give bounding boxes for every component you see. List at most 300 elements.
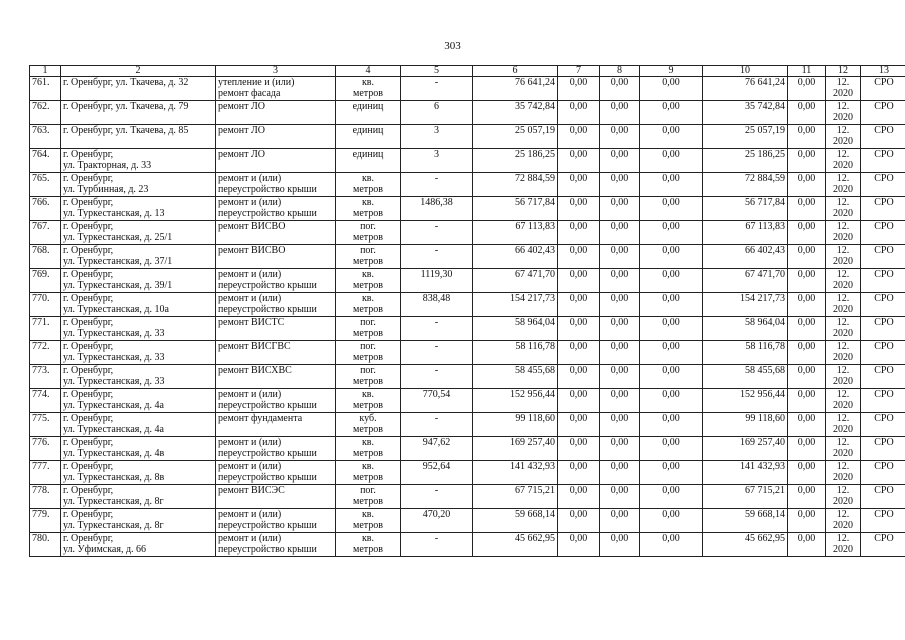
unit-line: метров (353, 376, 383, 387)
column-header: 3 (216, 66, 336, 77)
row-number-cell: 776. (30, 437, 61, 461)
address-line: г. Оренбург, (63, 197, 114, 208)
cost-cell: 59 668,14 (473, 509, 558, 533)
col8-cell: 0,00 (600, 389, 640, 413)
address-line: г. Оренбург, (63, 269, 114, 280)
address-line: ул. Туркестанская, д. 39/1 (63, 280, 173, 291)
col7-cell: 0,00 (558, 101, 600, 125)
unit-line: кв. (361, 509, 375, 520)
col7-cell: 0,00 (558, 413, 600, 437)
col11-cell: 0,00 (788, 437, 826, 461)
unit-line: метров (353, 88, 383, 99)
unit-line: кв. (361, 269, 375, 280)
column-header: 13 (861, 66, 905, 77)
col7-cell: 0,00 (558, 317, 600, 341)
total-cost-cell: 72 884,59 (703, 173, 788, 197)
work-type-cell (216, 149, 336, 173)
deadline-line: 2020 (833, 376, 853, 387)
method-cell: СРО (861, 173, 905, 197)
row-number-cell: 774. (30, 389, 61, 413)
deadline-line: 12. (836, 317, 850, 328)
col8-cell: 0,00 (600, 101, 640, 125)
deadline-line: 12. (836, 365, 850, 376)
deadline-line: 2020 (833, 136, 853, 147)
address-cell (61, 317, 216, 341)
total-cost-cell: 59 668,14 (703, 509, 788, 533)
method-cell: СРО (861, 437, 905, 461)
unit-line: метров (353, 448, 383, 459)
address-cell (61, 221, 216, 245)
unit-cell (336, 437, 401, 461)
deadline-line: 2020 (833, 280, 853, 291)
col9-cell: 0,00 (640, 461, 703, 485)
row-number-cell: 769. (30, 269, 61, 293)
work-type-line: ремонт и (или) (218, 197, 282, 208)
method-cell: СРО (861, 197, 905, 221)
col8-cell: 0,00 (600, 221, 640, 245)
total-cost-cell: 169 257,40 (703, 437, 788, 461)
method-cell: СРО (861, 149, 905, 173)
work-type-cell (216, 485, 336, 509)
work-type-line: ремонт и (или) (218, 509, 282, 520)
address-line: г. Оренбург, (63, 341, 114, 352)
work-type-line: переустройство крыши (218, 280, 317, 291)
col8-cell: 0,00 (600, 341, 640, 365)
address-line: г. Оренбург, (63, 221, 114, 232)
page-number: 303 (444, 40, 461, 52)
deadline-cell (826, 341, 861, 365)
quantity-cell: - (401, 533, 473, 557)
table-row (30, 293, 905, 317)
total-cost-cell: 67 471,70 (703, 269, 788, 293)
table-row (30, 173, 905, 197)
quantity-cell: - (401, 221, 473, 245)
address-cell (61, 485, 216, 509)
unit-cell (336, 461, 401, 485)
row-number-cell: 768. (30, 245, 61, 269)
col9-cell: 0,00 (640, 389, 703, 413)
total-cost-cell: 58 455,68 (703, 365, 788, 389)
unit-line: метров (353, 208, 383, 219)
method-cell: СРО (861, 77, 905, 101)
address-cell (61, 173, 216, 197)
col7-cell: 0,00 (558, 389, 600, 413)
deadline-line: 2020 (833, 448, 853, 459)
work-type-line: ремонт и (или) (218, 293, 282, 304)
method-cell: СРО (861, 125, 905, 149)
col11-cell: 0,00 (788, 413, 826, 437)
quantity-cell: 952,64 (401, 461, 473, 485)
col9-cell: 0,00 (640, 197, 703, 221)
address-cell (61, 365, 216, 389)
col11-cell: 0,00 (788, 389, 826, 413)
unit-line: единиц (352, 125, 384, 136)
column-header: 6 (473, 66, 558, 77)
work-type-cell (216, 77, 336, 101)
unit-line: кв. (361, 77, 375, 88)
deadline-line: 2020 (833, 328, 853, 339)
address-cell (61, 341, 216, 365)
address-cell (61, 437, 216, 461)
deadline-cell (826, 221, 861, 245)
deadline-line: 2020 (833, 544, 853, 555)
deadline-line: 2020 (833, 472, 853, 483)
cost-cell: 154 217,73 (473, 293, 558, 317)
deadline-cell (826, 293, 861, 317)
address-line: г. Оренбург, (63, 293, 114, 304)
address-line: ул. Туркестанская, д. 33 (63, 328, 165, 339)
col8-cell: 0,00 (600, 197, 640, 221)
col8-cell: 0,00 (600, 269, 640, 293)
col9-cell: 0,00 (640, 533, 703, 557)
row-number-cell: 778. (30, 485, 61, 509)
col9-cell: 0,00 (640, 173, 703, 197)
col7-cell: 0,00 (558, 173, 600, 197)
address-line: ул. Уфимская, д. 66 (63, 544, 147, 555)
header-row (30, 66, 905, 77)
work-type-line: ремонт ВИСХВС (218, 365, 292, 376)
row-number-cell: 775. (30, 413, 61, 437)
col9-cell: 0,00 (640, 221, 703, 245)
work-type-line: ремонт ВИСЭС (218, 485, 285, 496)
work-type-cell (216, 413, 336, 437)
deadline-cell (826, 269, 861, 293)
total-cost-cell: 67 715,21 (703, 485, 788, 509)
row-number-cell: 763. (30, 125, 61, 149)
deadline-line: 12. (836, 413, 850, 424)
col9-cell: 0,00 (640, 437, 703, 461)
column-header: 7 (558, 66, 600, 77)
unit-cell (336, 197, 401, 221)
table-row (30, 533, 905, 557)
cost-cell: 152 956,44 (473, 389, 558, 413)
col8-cell: 0,00 (600, 509, 640, 533)
unit-line: кв. (361, 197, 375, 208)
unit-cell (336, 317, 401, 341)
address-line: ул. Туркестанская, д. 33 (63, 376, 165, 387)
quantity-cell: 3 (401, 125, 473, 149)
deadline-line: 12. (836, 437, 850, 448)
unit-line: единиц (352, 149, 384, 160)
work-type-line: ремонт и (или) (218, 461, 282, 472)
col7-cell: 0,00 (558, 269, 600, 293)
unit-cell (336, 101, 401, 125)
cost-cell: 58 964,04 (473, 317, 558, 341)
col9-cell: 0,00 (640, 293, 703, 317)
unit-line: кв. (361, 533, 375, 544)
col11-cell: 0,00 (788, 293, 826, 317)
quantity-cell: 947,62 (401, 437, 473, 461)
method-cell: СРО (861, 461, 905, 485)
deadline-line: 12. (836, 149, 850, 160)
address-line: г. Оренбург, ул. Ткачева, д. 79 (63, 101, 189, 112)
row-number-cell: 772. (30, 341, 61, 365)
col7-cell: 0,00 (558, 125, 600, 149)
col7-cell: 0,00 (558, 149, 600, 173)
address-cell (61, 149, 216, 173)
unit-line: кв. (361, 389, 375, 400)
unit-line: пог. (360, 317, 376, 328)
quantity-cell: - (401, 245, 473, 269)
work-type-cell (216, 125, 336, 149)
address-line: г. Оренбург, (63, 389, 114, 400)
cost-cell: 56 717,84 (473, 197, 558, 221)
address-line: г. Оренбург, (63, 485, 114, 496)
unit-line: единиц (352, 101, 384, 112)
deadline-line: 12. (836, 485, 850, 496)
address-line: г. Оренбург, (63, 245, 114, 256)
quantity-cell: - (401, 173, 473, 197)
row-number-cell: 779. (30, 509, 61, 533)
work-type-line: ремонт ЛО (218, 149, 265, 160)
row-number-cell: 773. (30, 365, 61, 389)
address-cell (61, 533, 216, 557)
unit-cell (336, 413, 401, 437)
col8-cell: 0,00 (600, 413, 640, 437)
method-cell: СРО (861, 389, 905, 413)
deadline-line: 2020 (833, 160, 853, 171)
work-type-cell (216, 389, 336, 413)
col9-cell: 0,00 (640, 485, 703, 509)
unit-line: пог. (360, 341, 376, 352)
deadline-line: 2020 (833, 352, 853, 363)
unit-line: пог. (360, 245, 376, 256)
address-line: г. Оренбург, (63, 509, 114, 520)
unit-line: метров (353, 520, 383, 531)
unit-line: метров (353, 424, 383, 435)
table-row (30, 389, 905, 413)
total-cost-cell: 66 402,43 (703, 245, 788, 269)
col8-cell: 0,00 (600, 485, 640, 509)
deadline-line: 2020 (833, 256, 853, 267)
col9-cell: 0,00 (640, 413, 703, 437)
work-type-cell (216, 365, 336, 389)
col8-cell: 0,00 (600, 125, 640, 149)
row-number-cell: 761. (30, 77, 61, 101)
unit-line: метров (353, 544, 383, 555)
deadline-line: 12. (836, 533, 850, 544)
total-cost-cell: 35 742,84 (703, 101, 788, 125)
unit-cell (336, 221, 401, 245)
table-row (30, 509, 905, 533)
deadline-line: 2020 (833, 208, 853, 219)
deadline-line: 2020 (833, 112, 853, 123)
deadline-cell (826, 437, 861, 461)
method-cell: СРО (861, 509, 905, 533)
address-cell (61, 509, 216, 533)
unit-line: метров (353, 304, 383, 315)
work-type-line: ремонт и (или) (218, 173, 282, 184)
col7-cell: 0,00 (558, 197, 600, 221)
work-type-cell (216, 533, 336, 557)
column-header: 10 (703, 66, 788, 77)
col11-cell: 0,00 (788, 269, 826, 293)
column-header: 11 (788, 66, 826, 77)
cost-cell: 169 257,40 (473, 437, 558, 461)
work-type-cell (216, 173, 336, 197)
work-type-line: ремонт фасада (218, 88, 281, 99)
col8-cell: 0,00 (600, 461, 640, 485)
col11-cell: 0,00 (788, 197, 826, 221)
table-row (30, 317, 905, 341)
work-type-cell (216, 341, 336, 365)
work-type-cell (216, 461, 336, 485)
deadline-line: 12. (836, 341, 850, 352)
address-line: г. Оренбург, (63, 317, 114, 328)
row-number-cell: 770. (30, 293, 61, 317)
col7-cell: 0,00 (558, 485, 600, 509)
deadline-line: 12. (836, 221, 850, 232)
deadline-cell (826, 533, 861, 557)
address-cell (61, 461, 216, 485)
method-cell: СРО (861, 533, 905, 557)
address-line: г. Оренбург, (63, 461, 114, 472)
col9-cell: 0,00 (640, 245, 703, 269)
deadline-line: 12. (836, 101, 850, 112)
address-line: г. Оренбург, (63, 365, 114, 376)
row-number-cell: 777. (30, 461, 61, 485)
quantity-cell: 838,48 (401, 293, 473, 317)
quantity-cell: - (401, 485, 473, 509)
unit-line: метров (353, 496, 383, 507)
method-cell: СРО (861, 485, 905, 509)
deadline-cell (826, 173, 861, 197)
work-type-line: ремонт и (или) (218, 389, 282, 400)
col8-cell: 0,00 (600, 245, 640, 269)
quantity-cell: - (401, 413, 473, 437)
address-cell (61, 293, 216, 317)
total-cost-cell: 152 956,44 (703, 389, 788, 413)
work-type-line: ремонт ВИСТС (218, 317, 285, 328)
method-cell: СРО (861, 365, 905, 389)
cost-cell: 58 455,68 (473, 365, 558, 389)
quantity-cell: 1119,30 (401, 269, 473, 293)
col7-cell: 0,00 (558, 245, 600, 269)
deadline-cell (826, 101, 861, 125)
row-number-cell: 771. (30, 317, 61, 341)
address-line: г. Оренбург, (63, 533, 114, 544)
quantity-cell: - (401, 341, 473, 365)
unit-cell (336, 341, 401, 365)
address-line: ул. Туркестанская, д. 10а (63, 304, 169, 315)
total-cost-cell: 58 116,78 (703, 341, 788, 365)
cost-cell: 35 742,84 (473, 101, 558, 125)
work-type-line: переустройство крыши (218, 400, 317, 411)
deadline-cell (826, 509, 861, 533)
address-line: ул. Туркестанская, д. 37/1 (63, 256, 173, 267)
col11-cell: 0,00 (788, 365, 826, 389)
deadline-line: 12. (836, 389, 850, 400)
address-line: ул. Туркестанская, д. 13 (63, 208, 165, 219)
quantity-cell: 3 (401, 149, 473, 173)
method-cell: СРО (861, 413, 905, 437)
quantity-cell: - (401, 77, 473, 101)
address-line: ул. Туркестанская, д. 33 (63, 352, 165, 363)
unit-line: куб. (359, 413, 377, 424)
quantity-cell: 6 (401, 101, 473, 125)
work-type-cell (216, 197, 336, 221)
col8-cell: 0,00 (600, 533, 640, 557)
address-line: ул. Туркестанская, д. 8г (63, 520, 164, 531)
total-cost-cell: 25 057,19 (703, 125, 788, 149)
method-cell: СРО (861, 221, 905, 245)
address-line: ул. Туркестанская, д. 4в (63, 448, 165, 459)
quantity-cell: 1486,38 (401, 197, 473, 221)
col7-cell: 0,00 (558, 437, 600, 461)
unit-cell (336, 533, 401, 557)
deadline-cell (826, 197, 861, 221)
method-cell: СРО (861, 269, 905, 293)
unit-cell (336, 509, 401, 533)
deadline-line: 2020 (833, 184, 853, 195)
work-type-line: утепление и (или) (218, 77, 295, 88)
unit-line: метров (353, 184, 383, 195)
col11-cell: 0,00 (788, 101, 826, 125)
registry-table (29, 65, 905, 557)
deadline-line: 2020 (833, 424, 853, 435)
address-line: ул. Тракторная, д. 33 (63, 160, 152, 171)
cost-cell: 141 432,93 (473, 461, 558, 485)
col8-cell: 0,00 (600, 293, 640, 317)
deadline-line: 12. (836, 77, 850, 88)
cost-cell: 45 662,95 (473, 533, 558, 557)
address-line: ул. Турбинная, д. 23 (63, 184, 149, 195)
deadline-line: 12. (836, 269, 850, 280)
unit-line: пог. (360, 365, 376, 376)
cost-cell: 25 186,25 (473, 149, 558, 173)
col8-cell: 0,00 (600, 173, 640, 197)
method-cell: СРО (861, 341, 905, 365)
work-type-line: переустройство крыши (218, 472, 317, 483)
work-type-line: ремонт и (или) (218, 533, 282, 544)
address-line: г. Оренбург, (63, 149, 114, 160)
cost-cell: 66 402,43 (473, 245, 558, 269)
cost-cell: 76 641,24 (473, 77, 558, 101)
deadline-cell (826, 245, 861, 269)
table-row (30, 101, 905, 125)
col11-cell: 0,00 (788, 173, 826, 197)
address-line: г. Оренбург, ул. Ткачева, д. 85 (63, 125, 189, 136)
address-line: ул. Туркестанская, д. 8в (63, 472, 165, 483)
table-row (30, 341, 905, 365)
work-type-line: ремонт ВИСВО (218, 245, 286, 256)
method-cell: СРО (861, 293, 905, 317)
deadline-line: 2020 (833, 232, 853, 243)
unit-cell (336, 389, 401, 413)
deadline-cell (826, 125, 861, 149)
cost-cell: 67 471,70 (473, 269, 558, 293)
deadline-line: 12. (836, 293, 850, 304)
address-line: г. Оренбург, (63, 437, 114, 448)
unit-cell (336, 365, 401, 389)
method-cell: СРО (861, 101, 905, 125)
col7-cell: 0,00 (558, 221, 600, 245)
cost-cell: 67 113,83 (473, 221, 558, 245)
table-row (30, 365, 905, 389)
col11-cell: 0,00 (788, 461, 826, 485)
work-type-line: ремонт ВИСВО (218, 221, 286, 232)
table-row (30, 461, 905, 485)
col9-cell: 0,00 (640, 101, 703, 125)
total-cost-cell: 154 217,73 (703, 293, 788, 317)
work-type-line: переустройство крыши (218, 184, 317, 195)
unit-line: метров (353, 352, 383, 363)
total-cost-cell: 99 118,60 (703, 413, 788, 437)
address-cell (61, 245, 216, 269)
total-cost-cell: 141 432,93 (703, 461, 788, 485)
address-cell (61, 389, 216, 413)
address-cell (61, 125, 216, 149)
